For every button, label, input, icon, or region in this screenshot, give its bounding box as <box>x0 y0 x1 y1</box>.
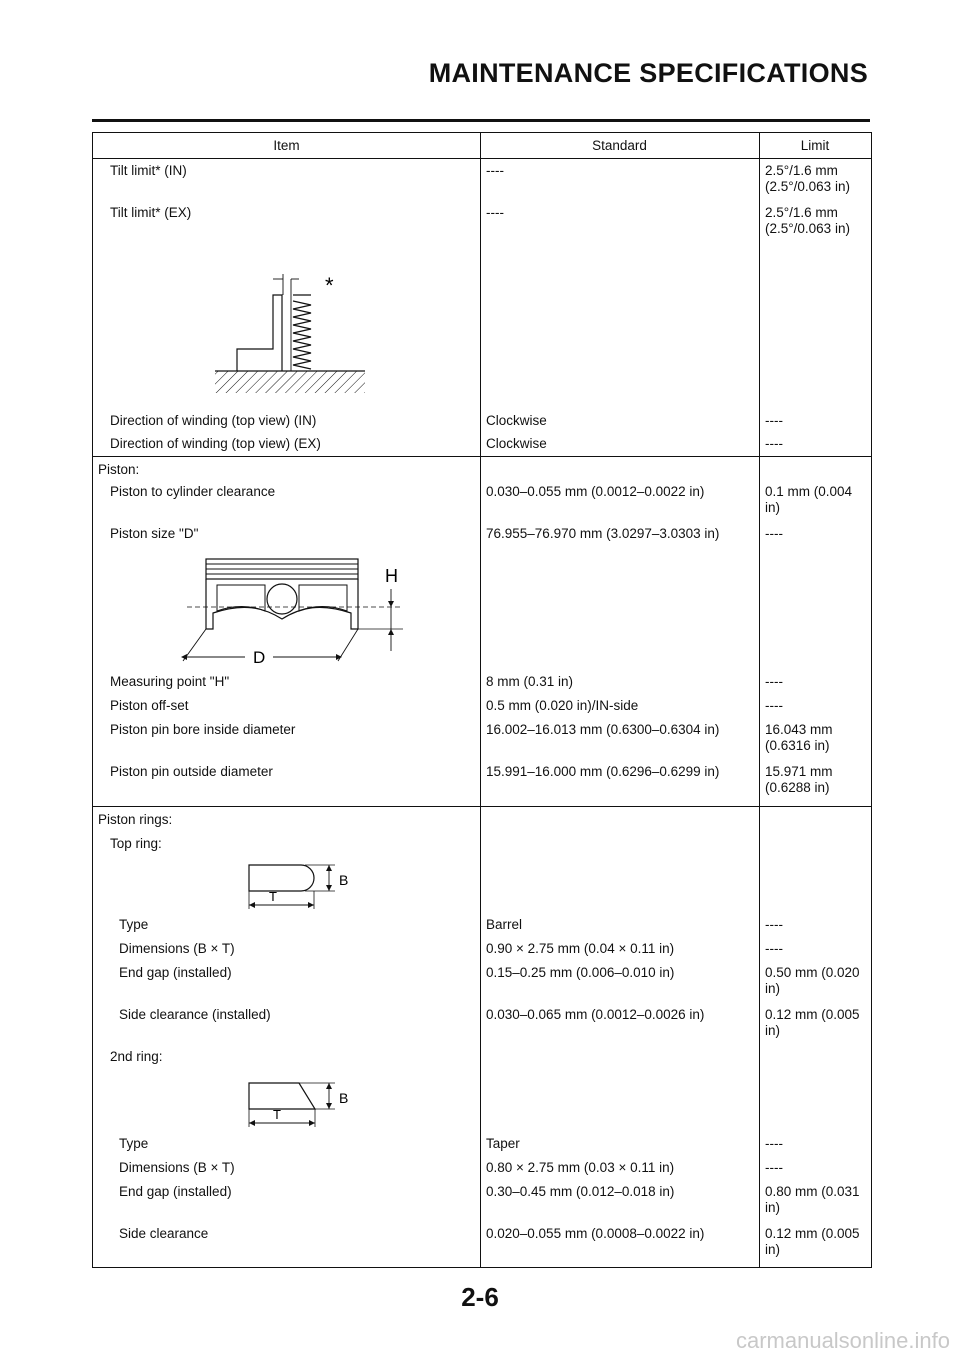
limit-cell: 0.50 mm (0.020 in) <box>765 965 860 996</box>
standard-cell: Taper <box>486 1136 520 1151</box>
section-piston <box>93 456 871 806</box>
standard-cell: ---- <box>486 205 504 220</box>
item-cell: Piston size "D" <box>110 526 199 541</box>
limit-cell: 0.80 mm (0.031 in) <box>765 1184 860 1215</box>
standard-cell: 0.030–0.055 mm (0.0012–0.0022 in) <box>486 484 705 499</box>
page-title: MAINTENANCE SPECIFICATIONS <box>428 58 868 88</box>
standard-cell: 0.020–0.055 mm (0.0008–0.0022 in) <box>486 1226 705 1241</box>
table-header <box>93 133 871 159</box>
standard-cell: 15.991–16.000 mm (0.6296–0.6299 in) <box>486 764 720 779</box>
tilt-asterisk-label: * <box>325 273 334 298</box>
item-cell: Side clearance (installed) <box>119 1007 271 1022</box>
section-spring-b <box>93 432 871 456</box>
limit-cell: ---- <box>765 674 783 689</box>
header-item: Item <box>273 138 300 153</box>
limit-cell: ---- <box>765 917 783 932</box>
standard-cell: 0.90 × 2.75 mm (0.04 × 0.11 in) <box>486 941 675 956</box>
top-ring-label-t: T <box>269 889 277 904</box>
limit-cell: 2.5°/1.6 mm (2.5°/0.063 in) <box>765 163 850 194</box>
item-cell: Direction of winding (top view) (IN) <box>110 413 317 428</box>
item-cell: Dimensions (B × T) <box>119 941 235 956</box>
limit-cell: 15.971 mm (0.6288 in) <box>765 764 833 795</box>
section-spring <box>93 159 871 432</box>
limit-cell: 0.12 mm (0.005 in) <box>765 1007 860 1038</box>
second-ring-label-b: B <box>339 1090 349 1106</box>
limit-cell: ---- <box>765 436 783 451</box>
item-cell: Piston off-set <box>110 698 189 713</box>
limit-cell: 0.1 mm (0.004 in) <box>765 484 853 515</box>
item-cell: Tilt limit* (IN) <box>110 163 187 178</box>
item-cell: Type <box>119 917 149 932</box>
top-ring-label-b: B <box>339 872 349 888</box>
standard-cell: 0.5 mm (0.020 in)/IN-side <box>486 698 639 713</box>
item-cell: Side clearance <box>119 1226 209 1241</box>
second-ring-figure <box>239 1075 359 1129</box>
section-heading: Piston: <box>98 462 140 477</box>
standard-cell: 0.030–0.065 mm (0.0012–0.0026 in) <box>486 1007 705 1022</box>
spec-table <box>92 132 872 1268</box>
item-cell: Measuring point "H" <box>110 674 230 689</box>
limit-cell: ---- <box>765 413 783 428</box>
item-cell: End gap (installed) <box>119 965 232 980</box>
limit-cell: ---- <box>765 941 783 956</box>
item-cell: Type <box>119 1136 149 1151</box>
subsection-heading: Top ring: <box>110 836 162 851</box>
item-cell: End gap (installed) <box>119 1184 232 1199</box>
limit-cell: ---- <box>765 526 783 541</box>
second-ring-label-t: T <box>273 1107 281 1122</box>
spring-tilt-figure <box>213 267 373 395</box>
limit-cell: 16.043 mm (0.6316 in) <box>765 722 833 753</box>
section-piston-rings <box>93 806 871 1267</box>
title-rule <box>92 119 870 122</box>
top-ring-figure <box>239 859 359 911</box>
item-cell: Tilt limit* (EX) <box>110 205 192 220</box>
standard-cell: 0.30–0.45 mm (0.012–0.018 in) <box>486 1184 675 1199</box>
standard-cell: 0.80 × 2.75 mm (0.03 × 0.11 in) <box>486 1160 675 1175</box>
piston-figure <box>173 553 413 665</box>
standard-cell: 76.955–76.970 mm (3.0297–3.0303 in) <box>486 526 720 541</box>
standard-cell: Barrel <box>486 917 523 932</box>
standard-cell: 16.002–16.013 mm (0.6300–0.6304 in) <box>486 722 720 737</box>
standard-cell: Clockwise <box>486 436 547 451</box>
limit-cell: 0.12 mm (0.005 in) <box>765 1226 860 1257</box>
footer-watermark: carmanualsonline.info <box>735 1328 950 1353</box>
page-number: 2-6 <box>461 1282 499 1312</box>
header-limit: Limit <box>800 138 830 153</box>
item-cell: Piston to cylinder clearance <box>110 484 276 499</box>
subsection-heading: 2nd ring: <box>110 1049 163 1064</box>
limit-cell: ---- <box>765 1136 783 1151</box>
item-cell: Direction of winding (top view) (EX) <box>110 436 321 451</box>
piston-label-d: D <box>253 648 266 665</box>
standard-cell: Clockwise <box>486 413 547 428</box>
piston-label-h: H <box>385 566 398 586</box>
standard-cell: 8 mm (0.31 in) <box>486 674 574 689</box>
limit-cell: 2.5°/1.6 mm (2.5°/0.063 in) <box>765 205 850 236</box>
item-cell: Dimensions (B × T) <box>119 1160 235 1175</box>
standard-cell: ---- <box>486 163 504 178</box>
section-heading: Piston rings: <box>98 812 173 827</box>
limit-cell: ---- <box>765 1160 783 1175</box>
item-cell: Piston pin bore inside diameter <box>110 722 296 737</box>
header-standard: Standard <box>592 138 647 153</box>
item-cell: Piston pin outside diameter <box>110 764 273 779</box>
standard-cell: 0.15–0.25 mm (0.006–0.010 in) <box>486 965 675 980</box>
limit-cell: ---- <box>765 698 783 713</box>
